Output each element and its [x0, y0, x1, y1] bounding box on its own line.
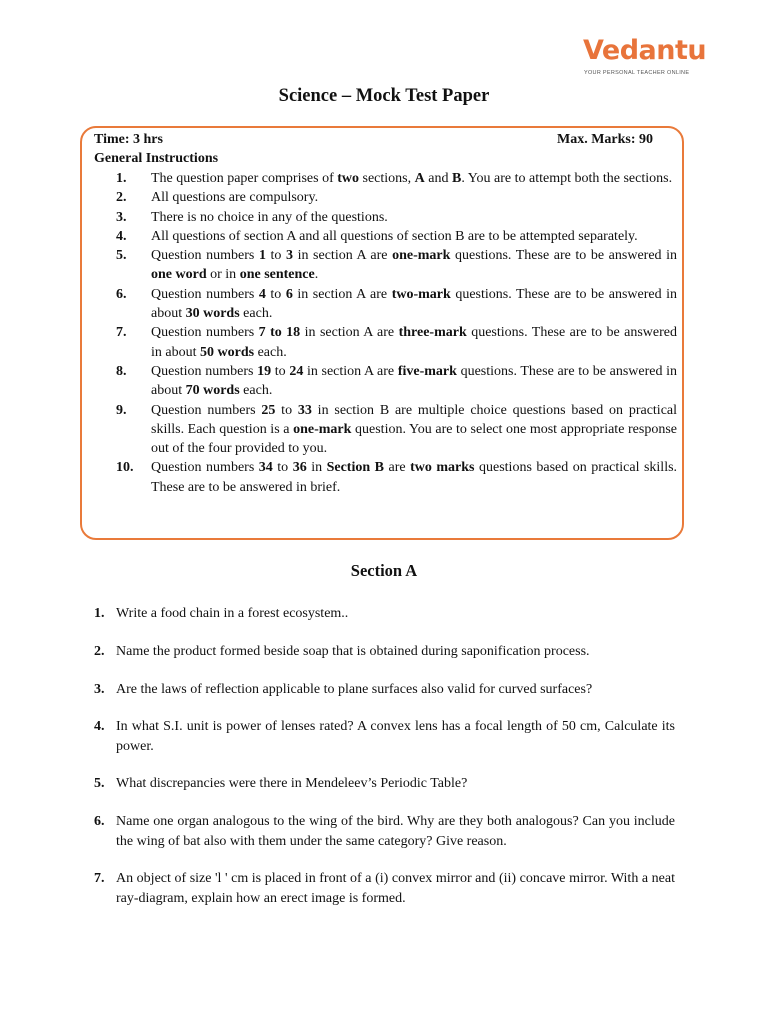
instruction-number: 1.: [116, 171, 127, 186]
instruction-number: 9.: [116, 402, 127, 418]
instruction-number: 3.: [116, 209, 127, 225]
question-number: 1.: [94, 606, 105, 621]
instruction-text: There is no choice in any of the questions.: [151, 209, 388, 225]
instruction-item: [94, 208, 677, 227]
question-item: [94, 680, 675, 699]
question-number: 4.: [94, 719, 105, 735]
time-label: Time: 3 hrs: [94, 132, 163, 147]
instruction-item: [94, 227, 677, 246]
instruction-item: [94, 246, 677, 285]
question-item: [94, 774, 675, 793]
question-text: Are the laws of reflection applicable to plane surfaces also valid for curved surfaces?: [116, 681, 593, 697]
section-a-heading: Section A: [350, 561, 418, 580]
instruction-text: All questions of section A and all questions of section B are to be attempted separately.: [151, 228, 638, 244]
instruction-number: 4.: [116, 228, 127, 244]
question-number: 6.: [94, 814, 105, 830]
question-list: [94, 604, 675, 926]
instruction-number: 8.: [116, 363, 127, 379]
instruction-text: Question numbers 25 to 33 in section B are multiple choice questions based on practical skills. Each question is a one-mark question. You are to select one most appropriate response out of the four provided to you.: [151, 402, 678, 457]
instruction-number: 5.: [116, 248, 127, 264]
instruction-item: [94, 188, 677, 207]
vedantu-logo: [583, 34, 707, 80]
instruction-item: [94, 362, 677, 401]
instruction-number: 2.: [116, 190, 127, 206]
instruction-number: 7.: [116, 325, 127, 341]
question-item: [94, 812, 675, 851]
instruction-item: [94, 169, 677, 188]
instruction-text: Question numbers 7 to 18 in section A are three-mark questions. These are to be answered in about 50 words each.: [151, 325, 677, 360]
question-text: In what S.I. unit is power of lenses rated? A convex lens has a focal length of 50 cm, Calculate its power.: [116, 719, 675, 754]
question-item: [94, 717, 675, 756]
max-marks-label: Max. Marks: 90: [557, 132, 654, 147]
question-text: An object of size 'l ' cm is placed in front of a (i) convex mirror and (ii) concave mirror. With a neat ray-diagram, explain how an erect image is formed.: [116, 871, 675, 906]
general-instructions-heading: General Instructions: [94, 151, 219, 166]
question-text: What discrepancies were there in Mendeleev’s Periodic Table?: [116, 776, 468, 792]
instruction-item: [94, 458, 677, 497]
question-number: 2.: [94, 643, 105, 659]
page-title: Science – Mock Test Paper: [278, 86, 490, 106]
question-text: Name one organ analogous to the wing of the bird. Why are they both analogous? Can you include the wing of bat also with them under the same category? Give reason.: [116, 814, 675, 849]
question-text: Name the product formed beside soap that is obtained during saponification process.: [116, 643, 590, 659]
question-text: Write a food chain in a forest ecosystem..: [116, 606, 349, 621]
instruction-text: Question numbers 34 to 36 in Section B are two marks questions based on practical skills. These are to be answered in brief.: [151, 460, 678, 495]
instruction-item: [94, 401, 677, 459]
instruction-text: Question numbers 19 to 24 in section A are five-mark questions. These are to be answered in about 70 words each.: [151, 363, 678, 399]
instruction-text: All questions are compulsory.: [151, 190, 319, 206]
question-number: 7.: [94, 871, 105, 887]
instruction-item: [94, 285, 677, 324]
instruction-number: 6.: [116, 286, 127, 302]
instruction-text: The question paper comprises of two sections, A and B. You are to attempt both the sections.: [151, 171, 673, 186]
logo-tagline: YOUR PERSONAL TEACHER ONLINE: [584, 70, 690, 76]
question-item: [94, 869, 675, 908]
question-item: [94, 642, 675, 661]
instruction-item: [94, 323, 677, 362]
instruction-text: Question numbers 4 to 6 in section A are two-mark questions. These are to be answered in about 30 words each.: [151, 286, 678, 322]
logo-wordmark: Vedantu: [583, 35, 707, 66]
instructions-list: [94, 169, 677, 497]
question-item: [94, 604, 675, 623]
instruction-text: Question numbers 1 to 3 in section A are one-mark questions. These are to be answered in one word or in one sentence.: [151, 248, 678, 283]
instruction-number: 10.: [116, 460, 134, 476]
question-number: 3.: [94, 681, 105, 697]
question-number: 5.: [94, 776, 105, 792]
